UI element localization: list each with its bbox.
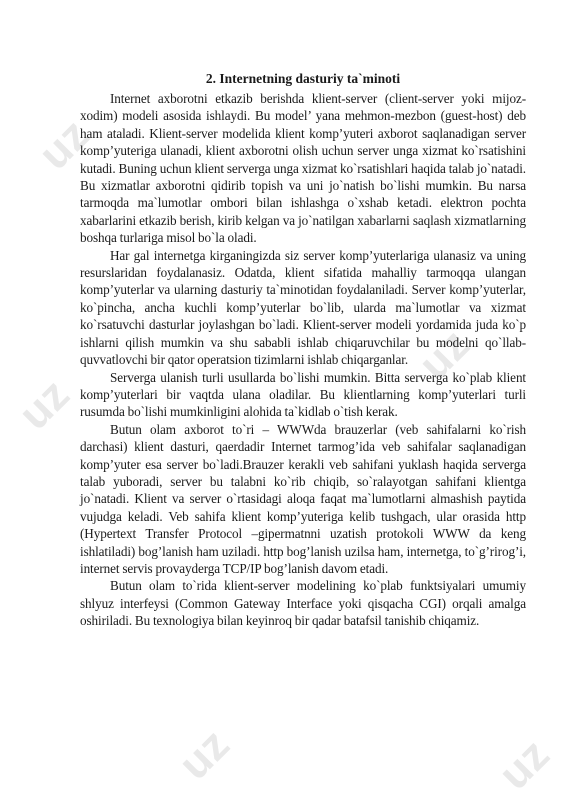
watermark: uz bbox=[169, 720, 239, 790]
watermark: uz bbox=[409, 320, 479, 390]
paragraph: Har gal internetga kirganingizda siz server komp’yuterlariga ulanasiz va uning resurslaridan foydalanasiz. Odatda, klient sifatida mahalliy tarmoqqa ulangan komp’yuterlar va ularning dasturiy ta`minotidan foydalaniladi. Server komp’yuterlar, ko`pincha, ancha kuchli komp’yuterlar bo`lib, ularda ma`lumotlar va xizmat ko`rsatuvchi dasturlar joylashgan bo`ladi. Klient-server modeli yordamida juda ko`p ishlarni qilish mumkin va shu sababli ishlab chiqaruvchilar bu modelni qo`llab-quvvatlovchi bir qator operatsion tizimlarni ishlab chiqarganlar. bbox=[80, 247, 526, 368]
paragraph: Butun olam axborot to`ri – WWWda brauzerlar (veb sahifalarni ko`rish darchasi) klient dasturi, qaerdadir Internet tarmog’ida veb sahifalar saqlanadigan komp’yuter esa server bo`ladi.Brauzer kerakli veb sahifani yuklash haqida serverga talab yuboradi, server bu talabni ko`rib chiqib, so`ralayotgan sahifani klientga jo`natadi. Klient va server o`rtasidagi aloqa faqat ma`lumotlarni almashish paytida vujudga keladi. Veb sahifa klient komp’yuteriga kelib tushgach, ular orasida http (Hypertext Transfer Protocol –gipermatnni uzatish protokoli WWW da keng ishlatiladi) bog’lanish ham uziladi. http bog’lanish uzilsa ham, internetga, to`g’rirog’i, internet servis provayderga TCP/IP bog’lanish davom etadi. bbox=[80, 421, 526, 576]
watermark: uz bbox=[489, 730, 559, 800]
document-page bbox=[80, 70, 526, 630]
paragraph: Serverga ulanish turli usullarda bo`lishi mumkin. Bitta serverga ko`plab klient komp’yuterlari bir vaqtda ulana oladilar. Bu klientlarning komp’yuterlari turli rusumda bo`lishi mumkinligini alohida ta`kidlab o`tish kerak. bbox=[80, 369, 526, 420]
paragraph: Butun olam to`rida klient-server modelining ko`plab funktsiyalari umumiy shlyuz interfeysi (Common Gateway Interface yoki qisqacha CGI) orqali amalga oshiriladi. Bu texnologiya bilan keyinroq bir qadar batafsil tanishib chiqamiz. bbox=[80, 578, 526, 629]
watermark: uz bbox=[9, 370, 79, 440]
watermark: uz bbox=[29, 110, 99, 180]
paragraph: Internet axborotni etkazib berishda klient-server (client-server yoki mijoz-xodim) modeli asosida ishlaydi. Bu model’ yana mehmon-mezbon (guest-host) deb ham ataladi. Klient-server modelida klient komp’yuteri axborot saqlanadigan server komp’yuteriga ulanadi, klient axborotni olish uchun server unga xizmat ko`rsatishini kutadi. Buning uchun klient serverga unga xizmat ko`rsatishlari haqida talab jo`natadi. Bu xizmatlar axborotni qidirib topish va uni jo`natish bo`lishi mumkin. Bu narsa tarmoqda ma`lumotlar ombori bilan ishlashga o`xshab ketadi. elektron pochta xabarlarini etkazib berish, kirib kelgan va jo`natilgan xabarlarni saqlash xizmatlarning boshqa turlariga misol bo`la oladi. bbox=[80, 91, 526, 246]
section-heading: 2. Internetning dasturiy ta`minoti bbox=[205, 71, 401, 86]
